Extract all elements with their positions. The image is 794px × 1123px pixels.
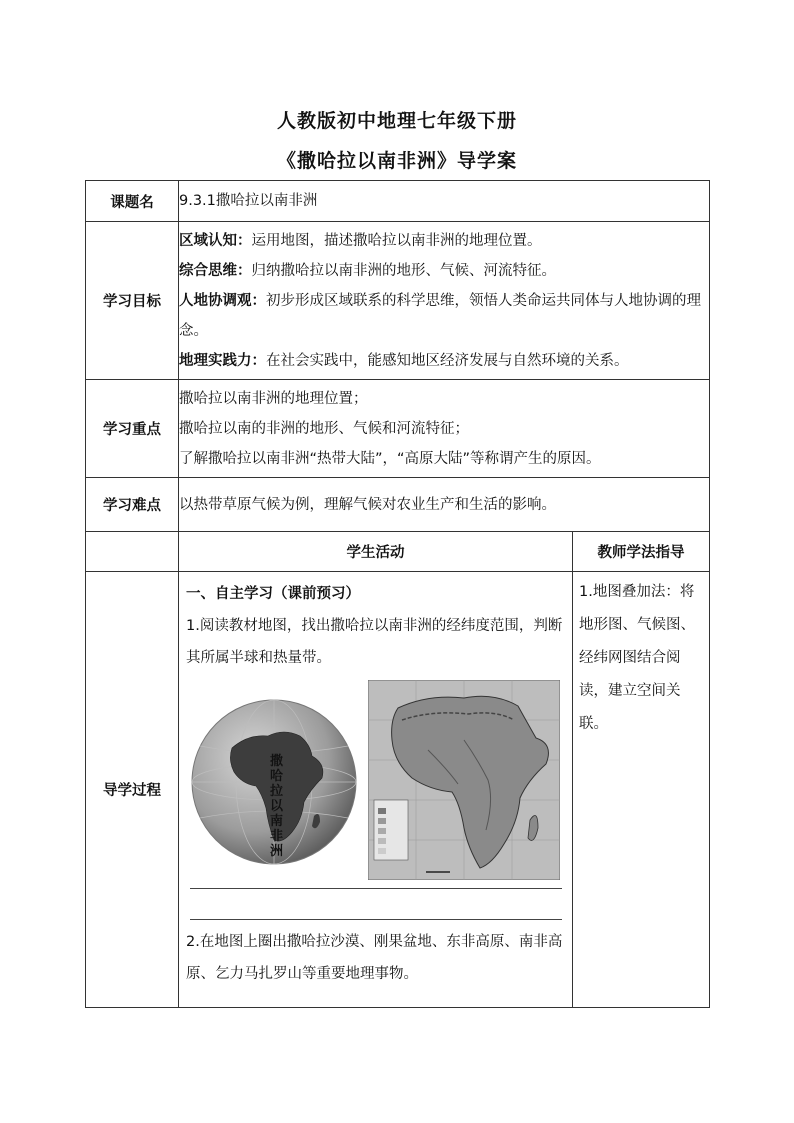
topic-label: 课题名	[86, 181, 179, 222]
empty-header-cell	[86, 532, 179, 572]
objectives-label: 学习目标	[86, 222, 179, 380]
objectives-content	[179, 222, 710, 380]
table-row-process	[86, 572, 710, 1008]
difficulties-value: 以热带草原气候为例，理解气候对农业生产和生活的影响。	[179, 478, 710, 532]
key-points-label: 学习重点	[86, 380, 179, 478]
task-2: 2.在地图上圈出撒哈拉沙漠、刚果盆地、东非高原、南非高原、乞力马扎罗山等重要地理事物。	[186, 934, 563, 982]
table-row-column-headers	[86, 532, 710, 572]
objective-item: 人地协调观：初步形成区域联系的科学思维，领悟人类命运共同体与人地协调的理念。	[179, 292, 701, 339]
answer-line[interactable]	[190, 919, 562, 920]
study-guide-table	[85, 180, 710, 1008]
key-point-item: 撒哈拉以南的非洲的地形、气候和河流特征；	[179, 420, 469, 437]
table-row-topic	[86, 181, 710, 222]
process-label: 导学过程	[86, 572, 179, 1008]
objective-item: 区域认知：运用地图，描述撒哈拉以南非洲的地理位置。	[179, 232, 542, 249]
student-activity-header: 学生活动	[179, 532, 573, 572]
objective-item: 综合思维：归纳撒哈拉以南非洲的地形、气候、河流特征。	[179, 262, 556, 279]
objective-item: 地理实践力：在社会实践中，能感知地区经济发展与自然环境的关系。	[179, 352, 629, 369]
task-1: 1.阅读教材地图，找出撒哈拉以南非洲的经纬度范围，判断其所属半球和热量带。	[186, 618, 563, 666]
teacher-guidance-header: 教师学法指导	[573, 532, 710, 572]
figures-area	[186, 680, 566, 880]
table-row-objectives	[86, 222, 710, 380]
table-row-difficulties	[86, 478, 710, 532]
student-activity-content	[179, 572, 573, 1008]
teacher-guidance-content: 1.地图叠加法：将地形图、气候图、经纬网图结合阅读，建立空间关联。	[573, 572, 710, 1008]
key-points-content	[179, 380, 710, 478]
difficulties-label: 学习难点	[86, 478, 179, 532]
key-point-item: 撒哈拉以南非洲的地理位置；	[179, 390, 368, 407]
document-subtitle: 《撒哈拉以南非洲》导学案	[276, 150, 517, 172]
africa-topographic-map-image	[368, 680, 560, 880]
document-title: 人教版初中地理七年级下册	[276, 110, 517, 132]
topic-value: 9.3.1撒哈拉以南非洲	[179, 181, 710, 222]
key-point-item: 了解撒哈拉以南非洲“热带大陆”，“高原大陆”等称谓产生的原因。	[179, 450, 601, 467]
section-title: 一、自主学习（课前预习）	[186, 586, 360, 602]
globe-label: 撒哈拉以南非洲	[270, 754, 284, 859]
table-row-key-points	[86, 380, 710, 478]
